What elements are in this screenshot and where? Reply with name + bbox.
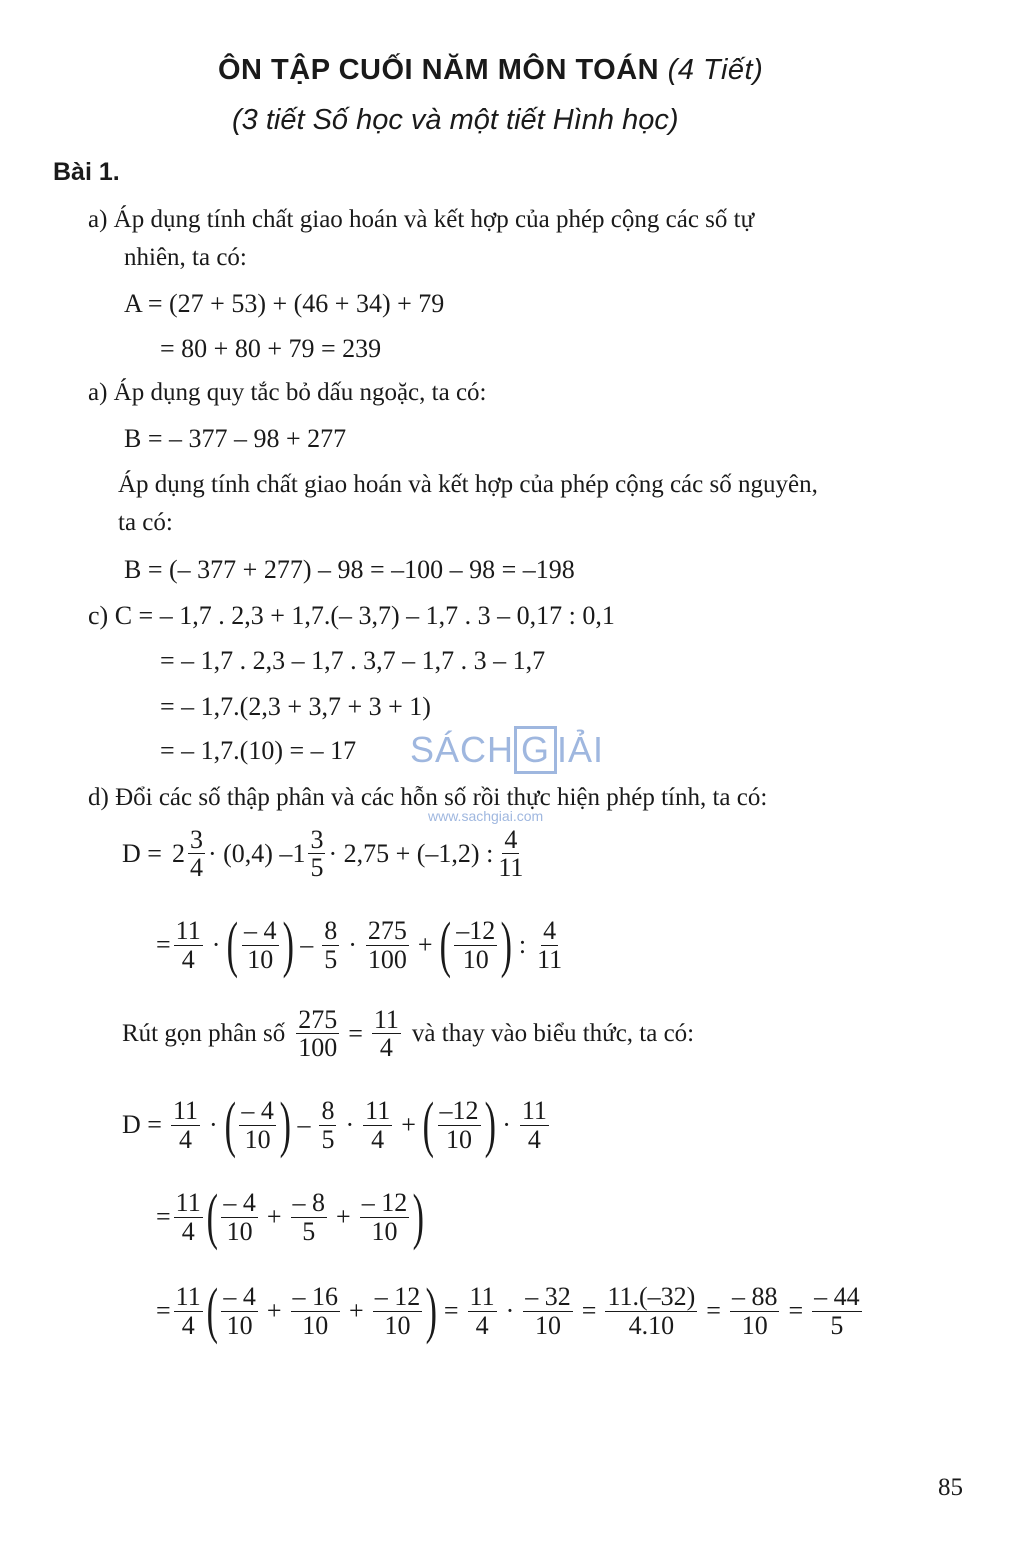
watermark [410, 726, 605, 824]
mixed-number [172, 826, 208, 882]
plus-operator: + [266, 1296, 282, 1325]
fraction: $\frac{11}{4}$ [373, 1005, 399, 1063]
dot-operator: · [505, 1296, 515, 1325]
fraction: $\frac{4}{11}$ [537, 916, 563, 974]
fraction: $\frac{- 8}{5}$ [292, 1188, 326, 1246]
fraction: $\frac{- 44}{5}$ [814, 1282, 860, 1340]
equals-sign: = [706, 1296, 721, 1325]
parenthesized-fraction: ( $\frac{- 4}{10}$ ) [227, 911, 294, 979]
plus-operator: + [401, 1110, 416, 1139]
mixed-whole: 1 [292, 838, 306, 868]
part-d-line5 [156, 1277, 865, 1345]
part-b-text-line1: Áp dụng tính chất giao hoán và kết hợp của phép cộng các số nguyên, [118, 471, 818, 498]
part-a-eq1: A = (27 + 53) + (46 + 34) + 79 [124, 289, 445, 318]
part-b-text-line2: ta có: [118, 509, 173, 536]
equals-sign: = [443, 1296, 459, 1325]
parenthesized-fraction: ( $\frac{-12}{10}$ ) [439, 911, 513, 979]
fraction: $\frac{- 4}{10}$ [244, 916, 277, 974]
part-d-line2 [156, 911, 567, 979]
fraction: $\frac{11}{4}$ [175, 1282, 201, 1340]
watermark-text-right: IẢI [557, 729, 605, 770]
part-c-eq3: = – 1,7.(2,3 + 3,7 + 3 + 1) [160, 692, 431, 721]
part-a-intro-line2: nhiên, ta có: [124, 244, 247, 271]
parenthesized-fraction: ( $\frac{- 4}{10}$ ) [224, 1091, 291, 1159]
equals-sign: = [788, 1296, 804, 1325]
fraction: $\frac{- 16}{10}$ [292, 1282, 339, 1340]
equals-sign: = [348, 1018, 363, 1048]
mixed-number [292, 826, 328, 882]
plus-operator: + [336, 1202, 351, 1231]
d-text: · (0,4) – [207, 838, 293, 868]
fraction: $\frac{-12}{10}$ [439, 1096, 479, 1154]
fraction: $\frac{3}{4}$ [189, 825, 203, 883]
fraction: $\frac{8}{5}$ [321, 1096, 335, 1154]
plus-operator: + [417, 930, 433, 959]
dot-operator: · [502, 1110, 511, 1139]
dot-operator: · [348, 930, 357, 959]
close-paren: ) [412, 1183, 425, 1251]
equals-sign: = [156, 1296, 171, 1325]
fraction: $\frac{275}{100}$ [367, 916, 407, 974]
fraction: $\frac{-12}{10}$ [456, 916, 496, 974]
fraction: $\frac{- 12}{10}$ [361, 1188, 408, 1246]
exercise-heading: Bài 1. [53, 158, 120, 186]
fraction: $\frac{- 4}{10}$ [241, 1096, 274, 1154]
parenthesized-fraction: ( $\frac{-12}{10}$ ) [422, 1091, 496, 1159]
part-c-eq4: = – 1,7.(10) = – 17 [160, 736, 357, 765]
watermark-logo-box: G [514, 726, 557, 774]
close-paren: ) [425, 1277, 438, 1345]
fraction: $\frac{- 32}{10}$ [525, 1282, 571, 1340]
fraction: $\frac{11}{4}$ [365, 1096, 391, 1154]
part-d-line4 [156, 1183, 425, 1251]
equals-sign: = [156, 930, 171, 959]
part-d-line1 [122, 826, 528, 882]
subtitle: (3 tiết Số học và một tiết Hình học) [232, 104, 679, 136]
part-d-line3 [122, 1091, 552, 1159]
part-c-eq1: c) C = – 1,7 . 2,3 + 1,7.(– 3,7) – 1,7 . 3 – 0,17 : 0,1 [88, 601, 615, 630]
dot-operator: · [211, 930, 221, 959]
part-b-intro: a) Áp dụng quy tắc bỏ dấu ngoặc, ta có: [88, 379, 487, 406]
reduce-text: và thay vào biểu thức, ta có: [411, 1019, 695, 1047]
mixed-whole: 2 [171, 838, 185, 868]
fraction: $\frac{3}{5}$ [310, 825, 324, 883]
fraction: $\frac{275}{100}$ [298, 1005, 338, 1063]
fraction: $\frac{8}{5}$ [324, 916, 338, 974]
dot-operator: · [345, 1110, 355, 1139]
open-paren: ( [206, 1183, 218, 1251]
fraction: $\frac{- 12}{10}$ [374, 1282, 421, 1340]
part-d-intro: d) Đổi các số thập phân và các hỗn số rồi thực hiện phép tính, ta có: [88, 784, 768, 811]
part-b-eq1: B = – 377 – 98 + 277 [124, 424, 347, 453]
open-paren: ( [206, 1277, 218, 1345]
d-lhs: D = [122, 1110, 162, 1139]
watermark-url: www.sachgiai.com [428, 808, 544, 824]
d-lhs: D = [122, 838, 162, 868]
part-d-reduce [122, 1006, 694, 1062]
d-text: · 2,75 + (–1,2) : [328, 838, 494, 868]
fraction: $\frac{- 4}{10}$ [223, 1282, 256, 1340]
part-b-eq2: B = (– 377 + 277) – 98 = –100 – 98 = –198 [124, 555, 575, 584]
fraction: $\frac{11}{4}$ [521, 1096, 547, 1154]
fraction: $\frac{4}{11}$ [498, 825, 524, 883]
plus-operator: + [349, 1296, 364, 1325]
plus-operator: + [266, 1202, 282, 1231]
part-a-eq2: = 80 + 80 + 79 = 239 [160, 334, 382, 363]
dot-operator: · [209, 1110, 218, 1139]
equals-sign: = [156, 1202, 171, 1231]
equals-sign: = [581, 1296, 597, 1325]
fraction: $\frac{- 4}{10}$ [223, 1188, 256, 1246]
fraction: $\frac{11}{4}$ [175, 916, 201, 974]
part-a-intro-line1: a) Áp dụng tính chất giao hoán và kết hợp của phép cộng các số tự [88, 206, 755, 233]
fraction: $\frac{11}{4}$ [175, 1188, 201, 1246]
title-text: ÔN TẬP CUỐI NĂM MÔN TOÁN [218, 54, 660, 86]
fraction: $\frac{11}{4}$ [172, 1096, 198, 1154]
fraction: $\frac{11.(-32)}{4.10}$ [607, 1282, 696, 1340]
page-title [218, 54, 763, 87]
title-note: (4 Tiết) [667, 54, 764, 86]
fraction: $\frac{11}{4}$ [469, 1282, 495, 1340]
minus-operator: – [297, 1110, 311, 1139]
part-c-eq2: = – 1,7 . 2,3 – 1,7 . 3,7 – 1,7 . 3 – 1,7 [160, 646, 546, 675]
minus-operator: – [300, 930, 314, 959]
reduce-text: Rút gọn phân số [122, 1019, 286, 1047]
fraction: $\frac{- 88}{10}$ [731, 1282, 778, 1340]
watermark-text-left: SÁCH [410, 729, 515, 770]
colon-operator: : [518, 930, 527, 959]
page-number: 85 [938, 1474, 963, 1501]
